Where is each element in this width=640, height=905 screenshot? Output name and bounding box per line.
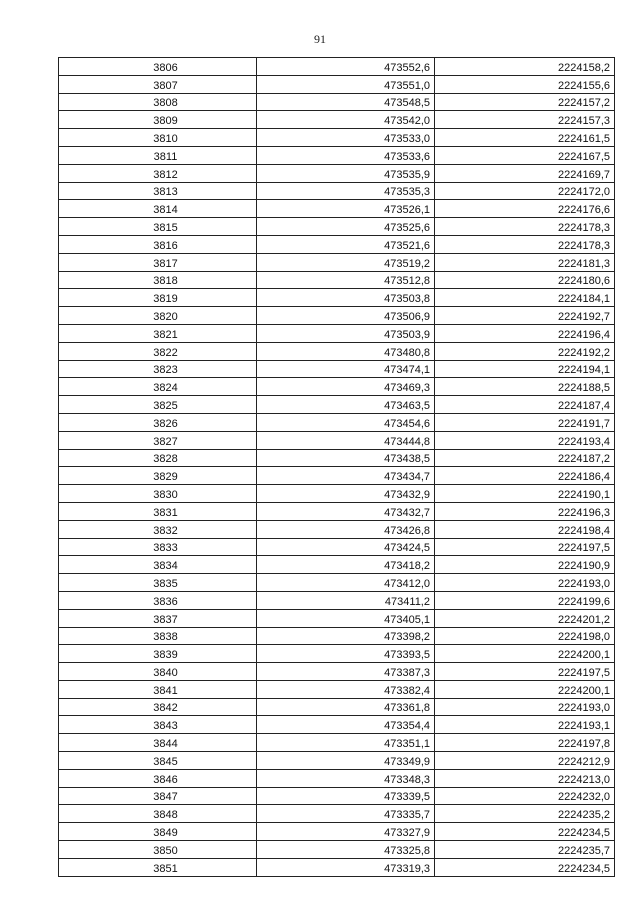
x-coordinate-cell: 473412,0 bbox=[257, 574, 435, 592]
table-row bbox=[59, 360, 615, 378]
table-row bbox=[59, 698, 615, 716]
point-number-cell: 3844 bbox=[59, 734, 257, 752]
x-coordinate-cell: 473426,8 bbox=[257, 520, 435, 538]
point-number-cell: 3811 bbox=[59, 146, 257, 164]
point-number-cell: 3832 bbox=[59, 520, 257, 538]
y-coordinate-cell: 2224235,2 bbox=[435, 805, 615, 823]
table-row bbox=[59, 146, 615, 164]
y-coordinate-cell: 2224186,4 bbox=[435, 467, 615, 485]
point-number-cell: 3837 bbox=[59, 609, 257, 627]
x-coordinate-cell: 473398,2 bbox=[257, 627, 435, 645]
point-number-cell: 3838 bbox=[59, 627, 257, 645]
y-coordinate-cell: 2224157,2 bbox=[435, 93, 615, 111]
y-coordinate-cell: 2224180,6 bbox=[435, 271, 615, 289]
point-number-cell: 3822 bbox=[59, 342, 257, 360]
table-row bbox=[59, 93, 615, 111]
table-row bbox=[59, 271, 615, 289]
x-coordinate-cell: 473533,0 bbox=[257, 129, 435, 147]
y-coordinate-cell: 2224192,7 bbox=[435, 307, 615, 325]
table-row bbox=[59, 485, 615, 503]
point-number-cell: 3823 bbox=[59, 360, 257, 378]
x-coordinate-cell: 473432,7 bbox=[257, 502, 435, 520]
point-number-cell: 3833 bbox=[59, 538, 257, 556]
table-row bbox=[59, 129, 615, 147]
x-coordinate-cell: 473551,0 bbox=[257, 75, 435, 93]
coordinates-table-body bbox=[59, 58, 615, 877]
table-row bbox=[59, 591, 615, 609]
point-number-cell: 3824 bbox=[59, 378, 257, 396]
x-coordinate-cell: 473434,7 bbox=[257, 467, 435, 485]
point-number-cell: 3843 bbox=[59, 716, 257, 734]
point-number-cell: 3815 bbox=[59, 218, 257, 236]
table-row bbox=[59, 182, 615, 200]
y-coordinate-cell: 2224196,3 bbox=[435, 502, 615, 520]
y-coordinate-cell: 2224193,4 bbox=[435, 431, 615, 449]
y-coordinate-cell: 2224184,1 bbox=[435, 289, 615, 307]
point-number-cell: 3808 bbox=[59, 93, 257, 111]
point-number-cell: 3813 bbox=[59, 182, 257, 200]
point-number-cell: 3809 bbox=[59, 111, 257, 129]
y-coordinate-cell: 2224194,1 bbox=[435, 360, 615, 378]
table-row bbox=[59, 235, 615, 253]
table-row bbox=[59, 823, 615, 841]
y-coordinate-cell: 2224196,4 bbox=[435, 324, 615, 342]
x-coordinate-cell: 473382,4 bbox=[257, 680, 435, 698]
point-number-cell: 3819 bbox=[59, 289, 257, 307]
point-number-cell: 3851 bbox=[59, 858, 257, 876]
y-coordinate-cell: 2224193,0 bbox=[435, 574, 615, 592]
table-row bbox=[59, 164, 615, 182]
point-number-cell: 3831 bbox=[59, 502, 257, 520]
point-number-cell: 3826 bbox=[59, 413, 257, 431]
table-row bbox=[59, 716, 615, 734]
y-coordinate-cell: 2224234,5 bbox=[435, 823, 615, 841]
table-row bbox=[59, 841, 615, 859]
x-coordinate-cell: 473387,3 bbox=[257, 663, 435, 681]
y-coordinate-cell: 2224187,4 bbox=[435, 396, 615, 414]
y-coordinate-cell: 2224212,9 bbox=[435, 752, 615, 770]
x-coordinate-cell: 473432,9 bbox=[257, 485, 435, 503]
point-number-cell: 3814 bbox=[59, 200, 257, 218]
x-coordinate-cell: 473319,3 bbox=[257, 858, 435, 876]
point-number-cell: 3810 bbox=[59, 129, 257, 147]
x-coordinate-cell: 473542,0 bbox=[257, 111, 435, 129]
x-coordinate-cell: 473519,2 bbox=[257, 253, 435, 271]
point-number-cell: 3846 bbox=[59, 769, 257, 787]
x-coordinate-cell: 473548,5 bbox=[257, 93, 435, 111]
point-number-cell: 3812 bbox=[59, 164, 257, 182]
point-number-cell: 3827 bbox=[59, 431, 257, 449]
y-coordinate-cell: 2224193,1 bbox=[435, 716, 615, 734]
table-row bbox=[59, 769, 615, 787]
x-coordinate-cell: 473393,5 bbox=[257, 645, 435, 663]
x-coordinate-cell: 473335,7 bbox=[257, 805, 435, 823]
y-coordinate-cell: 2224188,5 bbox=[435, 378, 615, 396]
table-row bbox=[59, 502, 615, 520]
table-row bbox=[59, 253, 615, 271]
table-row bbox=[59, 609, 615, 627]
table-row bbox=[59, 75, 615, 93]
y-coordinate-cell: 2224190,9 bbox=[435, 556, 615, 574]
y-coordinate-cell: 2224232,0 bbox=[435, 787, 615, 805]
table-row bbox=[59, 520, 615, 538]
y-coordinate-cell: 2224197,5 bbox=[435, 538, 615, 556]
x-coordinate-cell: 473463,5 bbox=[257, 396, 435, 414]
y-coordinate-cell: 2224201,2 bbox=[435, 609, 615, 627]
table-row bbox=[59, 218, 615, 236]
point-number-cell: 3834 bbox=[59, 556, 257, 574]
table-row bbox=[59, 342, 615, 360]
point-number-cell: 3839 bbox=[59, 645, 257, 663]
point-number-cell: 3828 bbox=[59, 449, 257, 467]
table-row bbox=[59, 680, 615, 698]
y-coordinate-cell: 2224200,1 bbox=[435, 680, 615, 698]
point-number-cell: 3821 bbox=[59, 324, 257, 342]
y-coordinate-cell: 2224197,8 bbox=[435, 734, 615, 752]
x-coordinate-cell: 473351,1 bbox=[257, 734, 435, 752]
y-coordinate-cell: 2224169,7 bbox=[435, 164, 615, 182]
y-coordinate-cell: 2224191,7 bbox=[435, 413, 615, 431]
table-row bbox=[59, 645, 615, 663]
point-number-cell: 3849 bbox=[59, 823, 257, 841]
x-coordinate-cell: 473480,8 bbox=[257, 342, 435, 360]
point-number-cell: 3806 bbox=[59, 58, 257, 76]
table-row bbox=[59, 805, 615, 823]
point-number-cell: 3829 bbox=[59, 467, 257, 485]
coordinates-table bbox=[58, 57, 615, 877]
y-coordinate-cell: 2224178,3 bbox=[435, 235, 615, 253]
x-coordinate-cell: 473506,9 bbox=[257, 307, 435, 325]
table-row bbox=[59, 752, 615, 770]
y-coordinate-cell: 2224192,2 bbox=[435, 342, 615, 360]
table-row bbox=[59, 574, 615, 592]
point-number-cell: 3841 bbox=[59, 680, 257, 698]
y-coordinate-cell: 2224234,5 bbox=[435, 858, 615, 876]
y-coordinate-cell: 2224178,3 bbox=[435, 218, 615, 236]
x-coordinate-cell: 473411,2 bbox=[257, 591, 435, 609]
point-number-cell: 3830 bbox=[59, 485, 257, 503]
point-number-cell: 3836 bbox=[59, 591, 257, 609]
y-coordinate-cell: 2224213,0 bbox=[435, 769, 615, 787]
x-coordinate-cell: 473503,8 bbox=[257, 289, 435, 307]
x-coordinate-cell: 473325,8 bbox=[257, 841, 435, 859]
x-coordinate-cell: 473552,6 bbox=[257, 58, 435, 76]
y-coordinate-cell: 2224190,1 bbox=[435, 485, 615, 503]
table-row bbox=[59, 324, 615, 342]
x-coordinate-cell: 473512,8 bbox=[257, 271, 435, 289]
x-coordinate-cell: 473535,3 bbox=[257, 182, 435, 200]
point-number-cell: 3848 bbox=[59, 805, 257, 823]
y-coordinate-cell: 2224199,6 bbox=[435, 591, 615, 609]
y-coordinate-cell: 2224198,0 bbox=[435, 627, 615, 645]
y-coordinate-cell: 2224157,3 bbox=[435, 111, 615, 129]
point-number-cell: 3820 bbox=[59, 307, 257, 325]
y-coordinate-cell: 2224158,2 bbox=[435, 58, 615, 76]
table-row bbox=[59, 200, 615, 218]
x-coordinate-cell: 473503,9 bbox=[257, 324, 435, 342]
x-coordinate-cell: 473533,6 bbox=[257, 146, 435, 164]
table-row bbox=[59, 663, 615, 681]
point-number-cell: 3807 bbox=[59, 75, 257, 93]
point-number-cell: 3817 bbox=[59, 253, 257, 271]
point-number-cell: 3818 bbox=[59, 271, 257, 289]
x-coordinate-cell: 473349,9 bbox=[257, 752, 435, 770]
x-coordinate-cell: 473469,3 bbox=[257, 378, 435, 396]
table-row bbox=[59, 396, 615, 414]
x-coordinate-cell: 473354,4 bbox=[257, 716, 435, 734]
y-coordinate-cell: 2224155,6 bbox=[435, 75, 615, 93]
point-number-cell: 3816 bbox=[59, 235, 257, 253]
x-coordinate-cell: 473474,1 bbox=[257, 360, 435, 378]
table-row bbox=[59, 413, 615, 431]
table-row bbox=[59, 289, 615, 307]
x-coordinate-cell: 473327,9 bbox=[257, 823, 435, 841]
table-row bbox=[59, 538, 615, 556]
table-row bbox=[59, 111, 615, 129]
y-coordinate-cell: 2224193,0 bbox=[435, 698, 615, 716]
table-row bbox=[59, 627, 615, 645]
table-row bbox=[59, 58, 615, 76]
point-number-cell: 3850 bbox=[59, 841, 257, 859]
x-coordinate-cell: 473339,5 bbox=[257, 787, 435, 805]
point-number-cell: 3847 bbox=[59, 787, 257, 805]
y-coordinate-cell: 2224172,0 bbox=[435, 182, 615, 200]
table-row bbox=[59, 467, 615, 485]
x-coordinate-cell: 473348,3 bbox=[257, 769, 435, 787]
y-coordinate-cell: 2224235,7 bbox=[435, 841, 615, 859]
y-coordinate-cell: 2224181,3 bbox=[435, 253, 615, 271]
table-row bbox=[59, 307, 615, 325]
table-row bbox=[59, 858, 615, 876]
x-coordinate-cell: 473438,5 bbox=[257, 449, 435, 467]
x-coordinate-cell: 473405,1 bbox=[257, 609, 435, 627]
x-coordinate-cell: 473418,2 bbox=[257, 556, 435, 574]
x-coordinate-cell: 473361,8 bbox=[257, 698, 435, 716]
point-number-cell: 3845 bbox=[59, 752, 257, 770]
point-number-cell: 3825 bbox=[59, 396, 257, 414]
y-coordinate-cell: 2224176,6 bbox=[435, 200, 615, 218]
y-coordinate-cell: 2224167,5 bbox=[435, 146, 615, 164]
table-row bbox=[59, 431, 615, 449]
table-row bbox=[59, 449, 615, 467]
y-coordinate-cell: 2224197,5 bbox=[435, 663, 615, 681]
x-coordinate-cell: 473525,6 bbox=[257, 218, 435, 236]
y-coordinate-cell: 2224198,4 bbox=[435, 520, 615, 538]
point-number-cell: 3835 bbox=[59, 574, 257, 592]
page-number: 91 bbox=[314, 32, 326, 46]
table-row bbox=[59, 556, 615, 574]
table-row bbox=[59, 787, 615, 805]
table-row bbox=[59, 734, 615, 752]
x-coordinate-cell: 473424,5 bbox=[257, 538, 435, 556]
point-number-cell: 3842 bbox=[59, 698, 257, 716]
y-coordinate-cell: 2224187,2 bbox=[435, 449, 615, 467]
x-coordinate-cell: 473535,9 bbox=[257, 164, 435, 182]
x-coordinate-cell: 473444,8 bbox=[257, 431, 435, 449]
y-coordinate-cell: 2224161,5 bbox=[435, 129, 615, 147]
table-row bbox=[59, 378, 615, 396]
x-coordinate-cell: 473454,6 bbox=[257, 413, 435, 431]
x-coordinate-cell: 473526,1 bbox=[257, 200, 435, 218]
y-coordinate-cell: 2224200,1 bbox=[435, 645, 615, 663]
point-number-cell: 3840 bbox=[59, 663, 257, 681]
x-coordinate-cell: 473521,6 bbox=[257, 235, 435, 253]
